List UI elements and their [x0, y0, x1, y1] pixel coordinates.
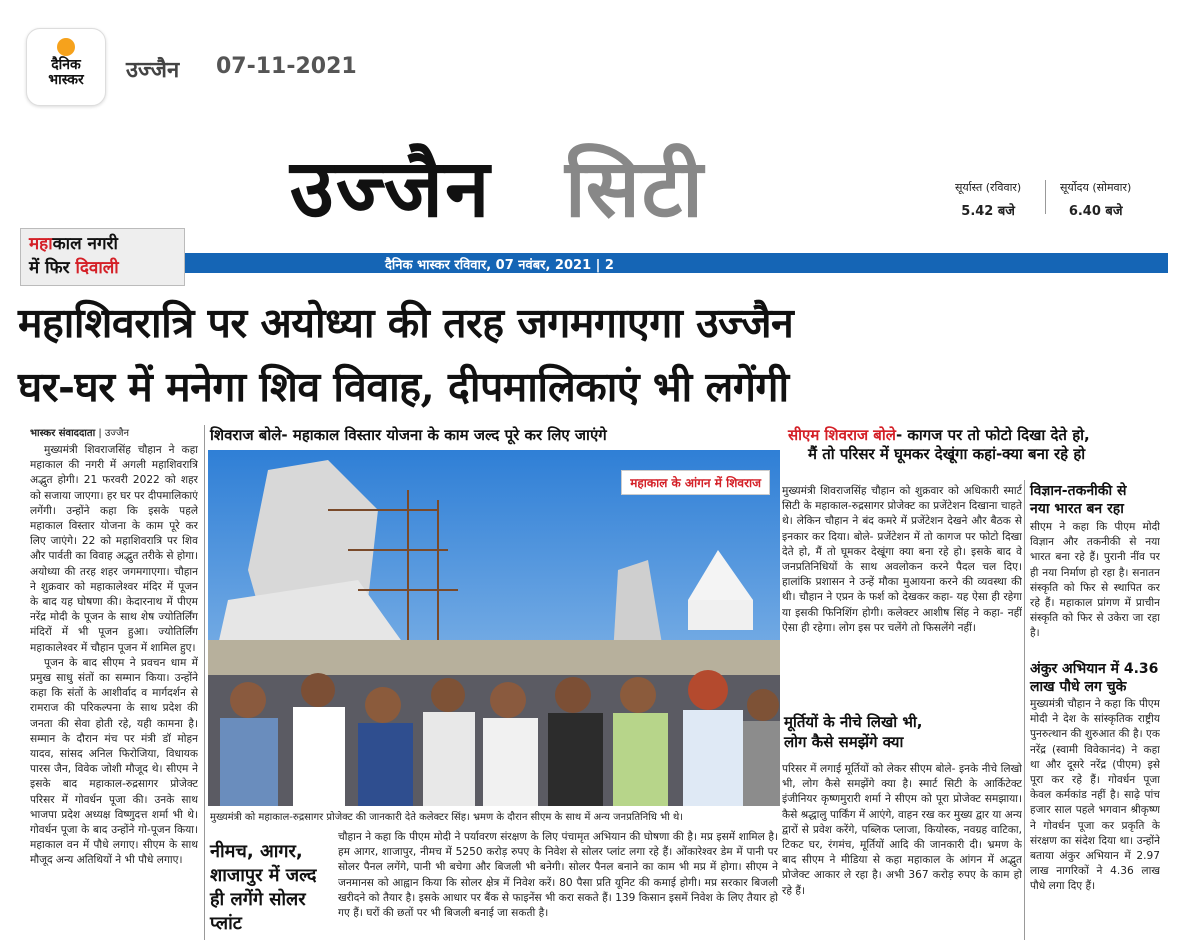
sidebox-1-body: सीएम ने कहा कि पीएम मोदी विज्ञान और तकनीकी से नया भारत बना रहे हैं। पुरानी नींव पर ही नया निर्माण हो रहा है। सनातन संस्कृति को फिर से स्थापित कर रहे हैं। महाकाल प्रांगण में प्राचीन संस्कृति को फिर से उकेरा जा रहा है।: [1030, 521, 1160, 640]
date-strip-text: दैनिक भास्कर रविवार, 07 नवंबर, 2021 | 2: [385, 258, 614, 273]
sunset-value: 5.42 बजे: [961, 204, 1015, 219]
reporter: भास्कर संवाददाता: [30, 428, 96, 439]
article-column-3: परिसर में लगाई मूर्तियों को लेकर सीएम बोले- इनके नीचे लिखो भी, लोग कैसे समझेंगे क्या है। स्मार्ट सिटी के आर्किटेक्ट इंजीनियर कृष्णमुरारी शर्मा ने सीएम को पूरा प्रोजेक्ट समझाया। कैसे श्रद्धालु पार्किंग में आएंगे, वाहन रख कर मुख्य द्वार या अन्य द्वारों से प्रवेश करेंगे, पब्लिक प्लाजा, कियोस्क, नवग्रह वाटिका, टिकट घर, रंगमंच, मूर्तियों आदि की जानकारी दी। भ्रमण के बाद सीएम ने मीडिया से कहा महाकाल के आंगन में अद्भुत प्रोजेक्ट आकार ले रहा है। अभी 367 करोड़ रुपए के काम हो रहे हैं।: [782, 763, 1022, 897]
sun-divider: [1045, 180, 1046, 214]
sunrise-value: 6.40 बजे: [1068, 204, 1123, 219]
column-divider-left: [204, 425, 205, 940]
tag-text-1: काल नगरी: [52, 234, 118, 254]
subheadline-2-red: सीएम शिवराज बोले: [788, 426, 896, 444]
sidebox-2-body: मुख्यमंत्री चौहान ने कहा कि पीएम मोदी ने देश के सांस्कृतिक राष्ट्रीय पुनरुत्थान की शुरुआत की है। एक नरेंद्र (स्वामी विवेकानंद) ने कहा था और दूसरे नरेंद्र (पीएम) इसे पूरा कर रहे हैं। गोवर्धन पूजा केवल कर्मकांड नहीं है। साढ़े पांच हजार साल पहले भगवान श्रीकृष्ण ने गोवर्धन पूजा कर प्रकृति के संरक्षण का संदेश दिया था। उन्होंने बताया अंकुर अभियान में 2.97 लाख नागरिकों ने 4.36 लाख पौधे लगा दिए हैं।: [1030, 698, 1160, 893]
main-headline-line2: घर-घर में मनेगा शिव विवाह, दीपमालिकाएं भी लगेंगी: [18, 363, 789, 411]
tag-text-2: में फिर: [29, 258, 76, 278]
photo-illustration: [208, 450, 780, 806]
bottom-headline: नीमच, आगर, शाजापुर में जल्द ही लगेंगे सोलर प्लांट: [210, 841, 317, 934]
main-headline-line1: महाशिवरात्रि पर अयोध्या की तरह जगमगाएगा उज्जैन: [18, 299, 794, 347]
article-paragraph-2: पूजन के बाद सीएम ने प्रवचन धाम में प्रमुख साधु संतों का सम्मान किया। उन्होंने कहा कि संतों के आशीर्वाद व मार्गदर्शन से रामराज की परिकल्पना के साथ प्रदेश की जनता की सेवा होती रहे, यही कामना है। सम्मान के दौरान मंच पर मंत्री डॉ मोहन यादव, सांसद अनिल फिरोजिया, विधायक पारस जैन, विवेक जोशी मौजूद थे। सीएम ने इसके बाद महाकाल-रुद्रसागर प्रोजेक्ट परिसर में गोवर्धन पूजा की। उनके साथ भाजपा प्रदेश अध्यक्ष विष्णुदत्त शर्मा भी थे। गोवर्धन पूजा के बाद उन्होंने गो-पूजन किया। महाकाल वन में पौधे लगाए। सीएम के साथ मौजूद अन्य अतिथियों ने भी पौधे लगाए।: [30, 656, 198, 867]
subheadline-2-line2: मैं तो परिसर में घूमकर देखूंगा कहां-क्या बना रहे हो: [808, 445, 1086, 463]
sidebox-2-title-line1: अंकुर अभियान में 4.36: [1030, 661, 1159, 677]
sunrise-label: सूर्योदय (सोमवार): [1060, 181, 1132, 194]
date-strip: [185, 253, 1168, 273]
sidebox-2-title: [1030, 660, 1158, 696]
sidebox-1-title-line2: नया भारत बन रहा: [1030, 501, 1124, 517]
sunrise-info: [1060, 180, 1131, 219]
app-header: [0, 0, 1200, 120]
byline-place: | उज्जैन: [95, 428, 130, 439]
news-photo[interactable]: [208, 450, 780, 806]
sidebox-1-title: [1030, 482, 1126, 518]
masthead-title-right: सिटी: [565, 141, 705, 235]
logo-line2: भास्कर: [48, 72, 84, 88]
subheadline-2: [788, 425, 1090, 445]
subheadline-3-line2: लोग कैसे समझेंगे क्या: [784, 733, 904, 751]
sunset-info: [955, 180, 1021, 219]
sun-icon: [57, 38, 75, 56]
subheadline-3: [784, 712, 922, 752]
bottom-article: चौहान ने कहा कि पीएम मोदी ने पर्यावरण संरक्षण के लिए पंचामृत अभियान की घोषणा की है। मप्र इसमें शामिल है। हम आगर, शाजापुर, नीमच में 5250 करोड़ रुपए के निवेश से सोलर प्लांट लगा रहे हैं। ओंकारेश्वर डेम में पानी पर सोलर पैनल लगेंगे, पानी भी बचेगा और बिजली भी बनेगी। सोलर पैनल बनाने का काम भी मप्र में होगा। सीएम ने जनमानस को आह्वान किया कि सोलर क्षेत्र में निवेश करें। 80 पैसा प्रति यूनिट की कमाई होगी। मप्र सरकार बिजली खरीदने को तैयार है। इसके आधार पर बैंक से फाइनेंस भी करा सकते हैं। 139 किसान इसमें निवेश के लिए तैयार हो गए हैं। घरों की छतों पर भी बिजली बनाई जा सकती है।: [338, 831, 778, 920]
article-column-2: मुख्यमंत्री शिवराजसिंह चौहान को शुक्रवार को अधिकारी स्मार्ट सिटी के महाकाल-रुद्रसागर प्रोजेक्ट का प्रजेंटेशन दिखाना चाहते थे। लेकिन चौहान ने बंद कमरे में प्रजेंटेशन देखने और बैठक से इनकार कर दिया। बोले- प्रजेंटेशन में तो कागज पर फोटो दिखा देते हो, मैं तो घूमकर देखूंगा क्या बना रहे हो। इसके बाद वे जनप्रतिनिधियों के साथ अवलोकन करने पैदल चल दिए। हालांकि प्रशासन ने उन्हें मौका मुआयना करने की व्यवस्था की थी। चौहान ने एप्रन के फर्श को देखकर कहा- यह ऐसा ही रहेगा या इसकी फिनिशिंग होगी। कलेक्टर आशीष सिंह ने कहा- नहीं ऐसा ही रहेगा। लोग इस पर चलेंगे तो फिसलेंगे नहीं।: [782, 485, 1022, 634]
photo-badge: [621, 470, 770, 495]
photo-badge-name: शिवराज: [726, 476, 761, 490]
article-column-1: [30, 443, 198, 938]
subheadline-3-line1: मूर्तियों के नीचे लिखो भी,: [784, 713, 923, 731]
tag-red-2: दिवाली: [75, 258, 119, 278]
logo-line1: दैनिक: [51, 57, 81, 73]
subheadline-1: शिवराज बोले- महाकाल विस्तार योजना के काम जल्द पूरे कर लिए जाएंगे: [210, 426, 607, 444]
photo-caption: मुख्यमंत्री को महाकाल-रुद्रसागर प्रोजेक्ट की जानकारी देते कलेक्टर सिंह। भ्रमण के दौरान सीएम के साथ में अन्य जनप्रतिनिधि भी थे।: [210, 812, 684, 823]
byline: [30, 425, 129, 439]
masthead-title-left: उज्जैन: [290, 141, 492, 235]
subheadline-2-rest: - कागज पर तो फोटो दिखा देते हो,: [895, 426, 1090, 444]
edition-city: उज्जैन: [126, 58, 180, 83]
sidebox-2-title-line2: लाख पौधे लग चुके: [1030, 679, 1127, 695]
section-tag: [20, 228, 185, 286]
tag-red-1: महा: [29, 234, 53, 254]
sunset-label: सूर्यास्त (रविवार): [955, 181, 1022, 194]
dainik-bhaskar-logo[interactable]: [26, 28, 106, 106]
sidebox-1-title-line1: विज्ञान-तकनीकी से: [1030, 483, 1127, 499]
article-paragraph-1: मुख्यमंत्री शिवराजसिंह चौहान ने कहा महाकाल की नगरी में अगली महाशिवरात्रि अद्भुत होगी। 21 फरवरी 2022 को शहर को सजाया जाएगा। हर घर पर दीपमालिकाएं लगेंगी। उन्होंने कहा कि इसके पहले महाकाल विस्तार योजना के काम पूरे कर लिए जाएंगे। 22 को महाशिवरात्रि पर शिव और पार्वती का विवाह अद्भुत तरीके से होगा। अयोध्या की तरह शहर जगमगाएगा। चौहान ने शुक्रवार को महाकालेश्वर मंदिर में पूजन के बाद यह घोषणा की। केदारनाथ में पीएम नरेंद्र मोदी के पूजन के साथ शेष ज्योतिर्लिंग मंदिरों में भी पूजन हुआ। ज्योतिर्लिंग महाकालेश्वर में चौहान पूजन में शामिल हुए।: [30, 444, 198, 654]
photo-badge-prefix: महाकाल के आंगन में: [630, 476, 727, 490]
edition-date: 07-11-2021: [216, 54, 357, 79]
column-divider: [1024, 480, 1025, 940]
